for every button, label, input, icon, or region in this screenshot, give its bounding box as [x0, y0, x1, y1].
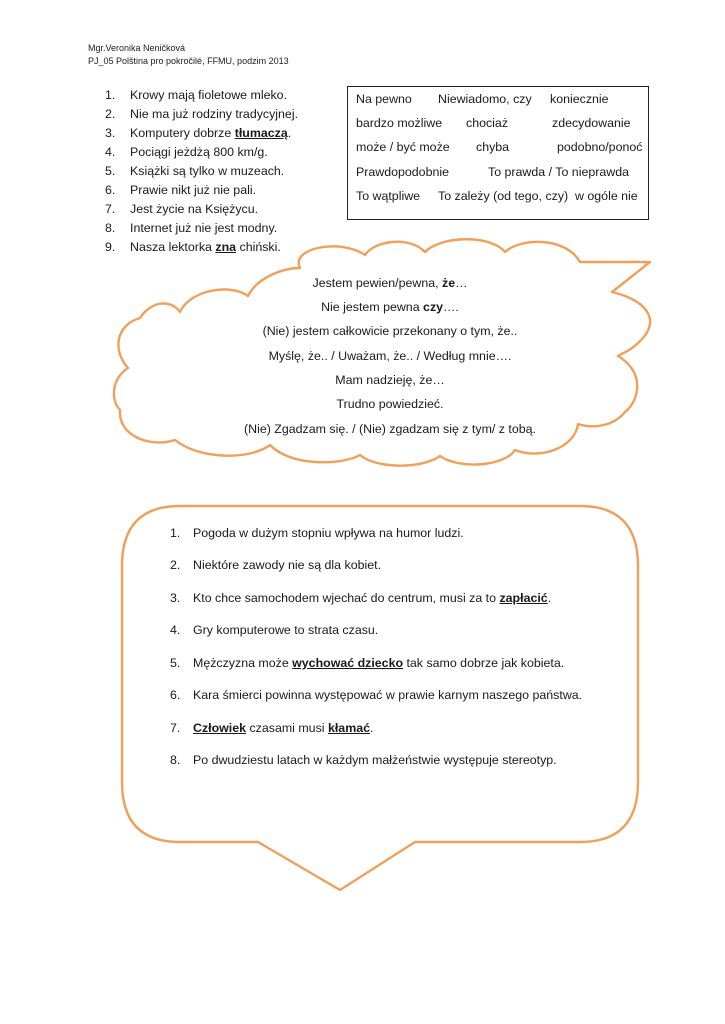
- discussion-item: [170, 623, 378, 637]
- text-segment: Kto chce samochodem wjechać do centrum, musi za to: [193, 591, 500, 605]
- text-segment: ….: [443, 300, 459, 314]
- item-number: 4.: [105, 145, 116, 159]
- text-segment: Internet już nie jest modny.: [130, 221, 278, 235]
- text-segment: Prawie nikt już nie pali.: [130, 183, 257, 197]
- item-number: 1.: [170, 526, 181, 540]
- item-number: 8.: [105, 221, 116, 235]
- discussion-text: [193, 688, 582, 702]
- expression-cell: chociaż: [466, 116, 509, 130]
- highlighted-word: że: [442, 276, 456, 290]
- expression-cell: Na pewno: [356, 92, 412, 106]
- expression-cell: bardzo możliwe: [356, 116, 443, 130]
- expression-cell: może / być może: [356, 140, 450, 154]
- expression-cell: koniecznie: [550, 92, 609, 106]
- expression-cell: chyba: [476, 140, 510, 154]
- discussion-item: [170, 753, 557, 767]
- discussion-text: [193, 623, 378, 637]
- discussion-item: [170, 656, 564, 670]
- text-segment: (Nie) jestem całkowicie przekonany o tym, że..: [262, 324, 518, 338]
- text-segment: Książki są tylko w muzeach.: [130, 164, 285, 178]
- text-segment: Nie ma już rodziny tradycyjnej.: [130, 107, 299, 121]
- expression-cell: To wątpliwe: [356, 189, 421, 203]
- item-number: 1.: [105, 88, 116, 102]
- text-segment: tak samo dobrze jak kobieta.: [403, 656, 565, 670]
- highlighted-word: kłamać: [327, 721, 370, 735]
- discussion-text: [193, 753, 557, 767]
- expression-cell: To prawda / To nieprawda: [488, 165, 629, 179]
- text-segment: Kara śmierci powinna występować w prawie karnym naszego państwa.: [193, 688, 583, 702]
- text-segment: Niektóre zawody nie są dla kobiet.: [193, 558, 382, 572]
- text-segment: Mam nadzieję, że…: [335, 373, 445, 387]
- highlighted-word: czy: [423, 300, 444, 314]
- text-segment: Myślę, że.. / Uważam, że.. / Według mnie….: [268, 349, 512, 363]
- text-segment: Trudno powiedzieć.: [336, 397, 444, 411]
- discussion-text: [193, 558, 381, 572]
- expression-cell: zdecydowanie: [552, 116, 631, 130]
- text-segment: Krowy mają fioletowe mleko.: [130, 88, 288, 102]
- item-number: 8.: [170, 753, 181, 767]
- discussion-text: [193, 591, 551, 605]
- item-number: 3.: [170, 591, 181, 605]
- text-segment: Pogoda w dużym stopniu wpływa na humor ludzi.: [193, 526, 464, 540]
- text-segment: …: [455, 276, 468, 290]
- text-segment: Mężczyzna może: [193, 656, 293, 670]
- text-segment: Nasza lektorka: [130, 240, 216, 254]
- highlighted-word: zapłacić: [499, 591, 548, 605]
- discussion-item: [170, 526, 464, 540]
- item-number: 5.: [105, 164, 116, 178]
- expression-cell: Prawdopodobnie: [356, 165, 450, 179]
- highlighted-word: Człowiek: [193, 721, 247, 735]
- highlighted-word: wychować dziecko: [292, 656, 404, 670]
- text-segment: Nie jestem pewna: [321, 300, 424, 314]
- expression-cell: Niewiadomo, czy: [438, 92, 532, 106]
- item-number: 9.: [105, 240, 116, 254]
- discussion-item: [170, 591, 551, 605]
- text-segment: Jestem pewien/pewna,: [312, 276, 442, 290]
- item-number: 4.: [170, 623, 181, 637]
- discussion-text: [193, 656, 564, 670]
- item-number: 7.: [170, 721, 181, 735]
- discussion-text: [193, 526, 464, 540]
- text-segment: czasami musi: [246, 721, 328, 735]
- discussion-item: [170, 721, 373, 735]
- text-segment: Gry komputerowe to strata czasu.: [193, 623, 379, 637]
- text-segment: .: [370, 721, 374, 735]
- text-segment: (Nie) Zgadzam się. / (Nie) zgadzam się z tym/ z tobą.: [244, 422, 536, 436]
- text-segment: Jest życie na Księżycu.: [130, 202, 259, 216]
- item-number: 2.: [170, 558, 181, 572]
- discussion-item: [170, 558, 381, 572]
- text-segment: chiński.: [236, 240, 281, 254]
- item-number: 7.: [105, 202, 116, 216]
- highlighted-word: tłumaczą: [234, 126, 288, 140]
- expression-cell: podobno/ponoć: [557, 140, 643, 154]
- text-segment: Komputery dobrze: [130, 126, 235, 140]
- text-segment: .: [287, 126, 292, 140]
- header-course: PJ_05 Polština pro pokročilé, FFMU, podzim 2013: [88, 56, 289, 66]
- text-segment: Po dwudziestu latach w każdym małżeństwie występuje stereotyp.: [193, 753, 557, 767]
- item-number: 6.: [105, 183, 116, 197]
- discussion-text: [193, 721, 373, 735]
- discussion-item: [170, 688, 582, 702]
- item-number: 6.: [170, 688, 181, 702]
- highlighted-word: zna: [215, 240, 237, 254]
- item-number: 5.: [170, 656, 181, 670]
- header-author: Mgr.Veronika Neničková: [88, 43, 186, 53]
- expression-cell: w ogóle nie: [575, 189, 638, 203]
- item-number: 3.: [105, 126, 116, 140]
- item-number: 2.: [105, 107, 116, 121]
- text-segment: Pociągi jeżdżą 800 km/g.: [130, 145, 268, 159]
- text-segment: .: [547, 591, 552, 605]
- expression-cell: To zależy (od tego, czy): [438, 189, 569, 203]
